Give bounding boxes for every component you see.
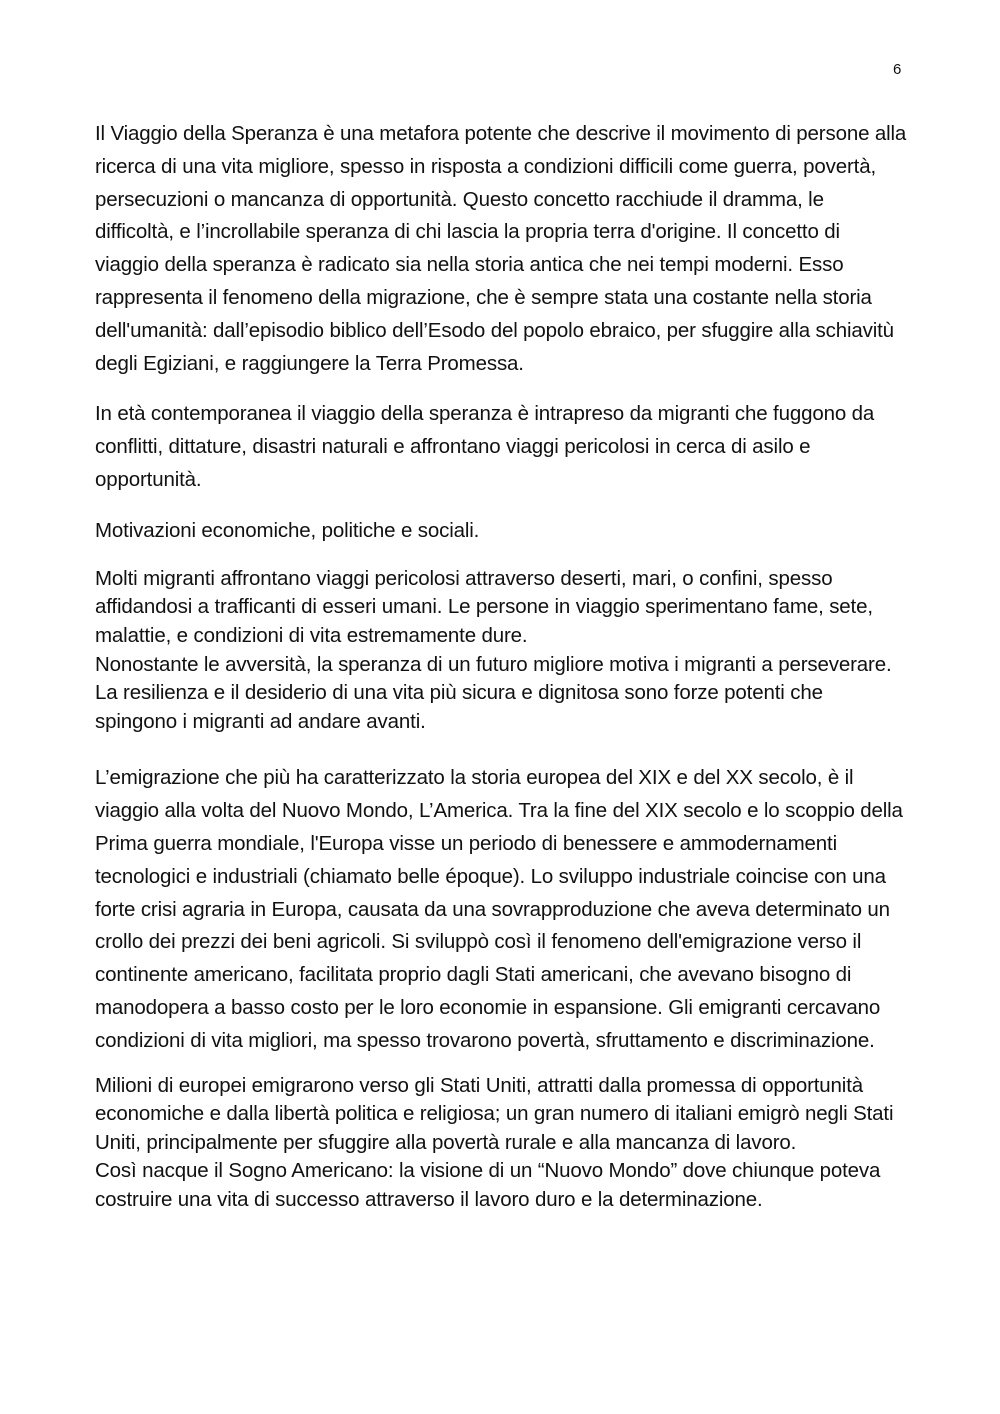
paragraph-milioni-europei: Milioni di europei emigrarono verso gli Stati Uniti, attratti dalla promessa di opportunità economiche e dalla libertà politica e religiosa; un gran numero di italiani emigrò negli Stati Uniti, principalmente per sfuggire alla povertà rurale e alla mancanza di lavoro. [95, 1073, 894, 1154]
document-body [95, 118, 907, 1214]
paragraph-eta-contemporanea: In età contemporanea il viaggio della speranza è intrapreso da migranti che fuggono da conflitti, dittature, disastri naturali e affrontano viaggi pericolosi in cerca di asilo e opportunità. [95, 402, 875, 491]
page-number: 6 [893, 61, 902, 78]
paragraph-viaggi-pericolosi: Molti migranti affrontano viaggi pericolosi attraverso deserti, mari, o confini, spesso affidandosi a trafficanti di esseri umani. Le persone in viaggio sperimentano fame, sete, malattie, e condizioni di vita estremamente dure. [95, 566, 873, 647]
paragraph-sogno-americano: Così nacque il Sogno Americano: la visione di un “Nuovo Mondo” dove chiunque poteva costruire una vita di successo attraverso il lavoro duro e la determinazione. [95, 1159, 881, 1211]
paragraph-motivazioni: Motivazioni economiche, politiche e sociali. [95, 518, 480, 542]
paragraph-nonostante-avversita: Nonostante le avversità, la speranza di un futuro migliore motiva i migranti a perseverare. La resilienza e il desiderio di una vita più sicura e dignitosa sono forze potenti che spingono i migranti ad andare avanti. [95, 652, 892, 733]
paragraph-viaggio-speranza: Il Viaggio della Speranza è una metafora potente che descrive il movimento di persone alla ricerca di una vita migliore, spesso in risposta a condizioni difficili come guerra, povertà, persecuzioni o mancanza di opportunità. Questo concetto racchiude il dramma, le difficoltà, e l’incrollabile speranza di chi lascia la propria terra d'origine. Il concetto di viaggio della speranza è radicato sia nella storia antica che nei tempi moderni. Esso rappresenta il fenomeno della migrazione, che è sempre stata una costante nella storia dell'umanità: dall’episodio biblico dell’Esodo del popolo ebraico, per sfuggire alla schiavitù degli Egiziani, e raggiungere la Terra Promessa. [95, 122, 907, 375]
paragraph-emigrazione-europea: L’emigrazione che più ha caratterizzato la storia europea del XIX e del XX secolo, è il viaggio alla volta del Nuovo Mondo, L’America. Tra la fine del XIX secolo e lo scoppio della Prima guerra mondiale, l'Europa visse un periodo di benessere e ammodernamenti tecnologici e industriali (chiamato belle époque). Lo sviluppo industriale coincise con una forte crisi agraria in Europa, causata da una sovrapproduzione che aveva determinato un crollo dei prezzi dei beni agricoli. Si sviluppò così il fenomeno dell'emigrazione verso il continente americano, facilitata proprio dagli Stati americani, che avevano bisogno di manodopera a basso costo per le loro economie in espansione. Gli emigranti cercavano condizioni di vita migliori, ma spesso trovarono povertà, sfruttamento e discriminazione. [95, 766, 903, 1052]
